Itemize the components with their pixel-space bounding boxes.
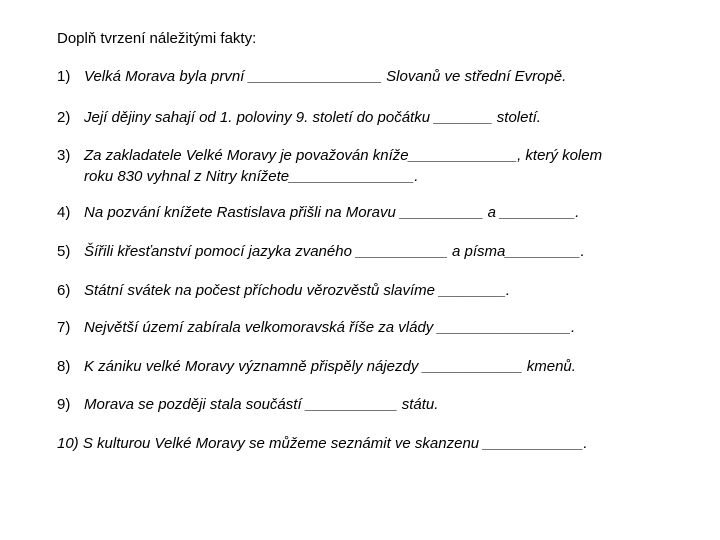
question-text: K zániku velké Moravy významně přispěly nájezdy ____________ kmenů. (84, 358, 576, 375)
question-text: Státní svátek na počest příchodu věrozvěstů slavíme ________. (84, 282, 511, 299)
question-number: 6) (57, 282, 71, 299)
question-text: roku 830 vyhnal z Nitry knížete_______________. (84, 168, 419, 185)
question-number: 3) (57, 147, 71, 164)
question-number: 5) (57, 243, 71, 260)
question-number: 8) (57, 358, 71, 375)
worksheet-heading: Doplň tvrzení náležitými fakty: (57, 30, 257, 47)
question-number: 4) (57, 204, 71, 221)
question-number: 1) (57, 68, 71, 85)
question-text: Šířili křesťanství pomocí jazyka zvaného ___________ a písma_________. (84, 243, 585, 260)
question-text: Morava se později stala součástí ___________ státu. (84, 396, 439, 413)
question-text: Za zakladatele Velké Moravy je považován kníže_____________, který kolem (84, 147, 603, 164)
question-text: Velká Morava byla první ________________ Slovanů ve střední Evropě. (84, 68, 567, 85)
question-number: 9) (57, 396, 71, 413)
question-number: 2) (57, 109, 71, 126)
question-text: Na pozvání knížete Rastislava přišli na Moravu __________ a _________. (84, 204, 580, 221)
question-text: 10) S kulturou Velké Moravy se můžeme seznámit ve skanzenu ____________. (57, 435, 588, 452)
question-text: Její dějiny sahají od 1. poloviny 9. století do počátku _______ století. (84, 109, 541, 126)
question-text: Největší území zabírala velkomoravská říše za vlády ________________. (84, 319, 576, 336)
question-number: 7) (57, 319, 71, 336)
